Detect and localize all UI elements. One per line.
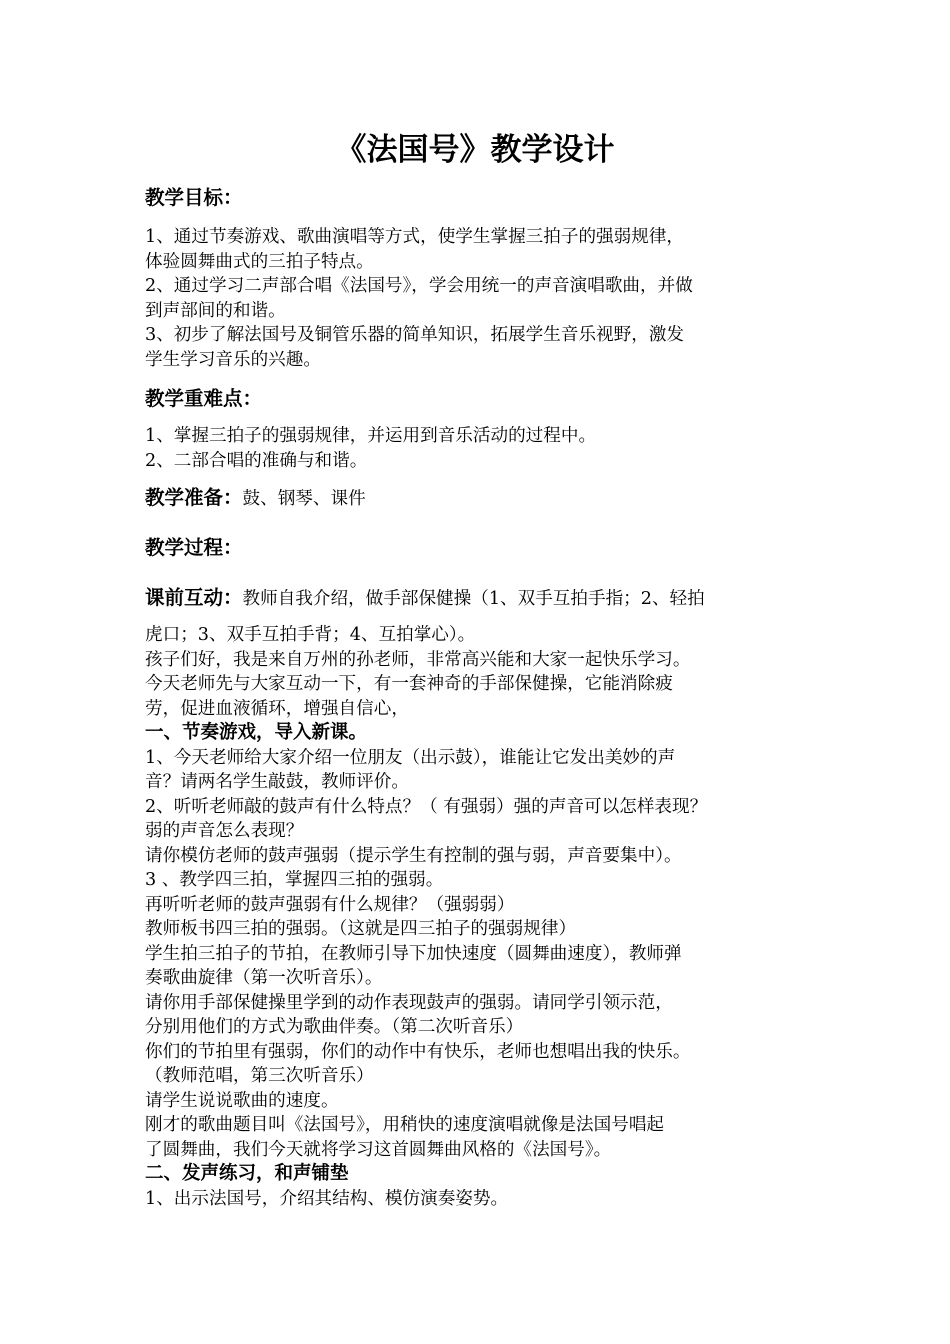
objectives-line: 到声部间的和谐。 bbox=[145, 300, 286, 321]
key-points-line: 2、二部合唱的准确与和谐。 bbox=[145, 450, 368, 471]
section-one-line: （教师范唱，第三次听音乐） bbox=[145, 1066, 374, 1086]
warmup-line: 今天老师先与大家互动一下，有一套神奇的手部保健操，它能消除疲 bbox=[145, 674, 673, 694]
section-one-line: 刚才的歌曲题目叫《法国号》，用稍快的速度演唱就像是法国号唱起 bbox=[145, 1115, 665, 1135]
section-one-line: 你们的节拍里有强弱，你们的动作中有快乐，老师也想唱出我的快乐。 bbox=[145, 1041, 691, 1062]
section-one-line: 了圆舞曲，我们今天就将学习这首圆舞曲风格的《法国号》。 bbox=[145, 1139, 612, 1160]
section-two-heading: 二、发声练习，和声铺垫 bbox=[145, 1163, 349, 1184]
objectives-line: 1、通过节奏游戏、歌曲演唱等方式，使学生掌握三拍子的强弱规律， bbox=[145, 227, 685, 247]
key-points-section bbox=[145, 385, 825, 413]
objectives-heading: 教学目标： bbox=[145, 186, 243, 209]
section-one-line: 音？请两名学生敲鼓，教师评价。 bbox=[145, 772, 409, 792]
section-one-line: 弱的声音怎么表现？ bbox=[145, 821, 304, 841]
warmup-text: 教师自我介绍，做手部保健操（1、双手互拍手指；2、轻拍 bbox=[242, 589, 705, 609]
section-one-line: 请学生说说歌曲的速度。 bbox=[145, 1090, 339, 1111]
section-one-line: 学生拍三拍子的节拍，在教师引导下加快速度（圆舞曲速度），教师弹 bbox=[145, 943, 682, 964]
preparation-text: 鼓、钢琴、课件 bbox=[242, 489, 366, 509]
objectives-section bbox=[145, 184, 825, 212]
process-section bbox=[145, 534, 825, 562]
objectives-list bbox=[145, 225, 825, 372]
warmup-line: 孩子们好，我是来自万州的孙老师，非常高兴能和大家一起快乐学习。 bbox=[145, 649, 691, 670]
section-one-line: 请你用手部保健操里学到的动作表现鼓声的强弱。请同学引领示范， bbox=[145, 992, 673, 1013]
process-heading: 教学过程： bbox=[145, 536, 243, 559]
section-one-heading: 一、节奏游戏，导入新课。 bbox=[145, 722, 368, 743]
key-points-heading: 教学重难点： bbox=[145, 387, 263, 410]
section-one-line: 2、听听老师敲的鼓声有什么特点？（ 有强弱）强的声音可以怎样表现？ bbox=[145, 796, 708, 817]
warmup-heading: 课前互动： bbox=[145, 586, 243, 609]
preparation-heading: 教学准备： bbox=[145, 486, 243, 509]
section-one-line: 教师板书四三拍的强弱。（这就是四三拍子的强弱规律） bbox=[145, 919, 577, 939]
objectives-line: 学生学习音乐的兴趣。 bbox=[145, 349, 321, 370]
warmup-line: 虎口；3、双手互拍手背；4、互拍掌心）。 bbox=[145, 625, 476, 645]
preparation-row bbox=[145, 484, 825, 513]
preparation-section bbox=[145, 484, 825, 513]
warmup-section bbox=[145, 584, 825, 613]
key-points-line: 1、掌握三拍子的强弱规律，并运用到音乐活动的过程中。 bbox=[145, 426, 597, 446]
section-one bbox=[145, 721, 825, 1211]
objectives-line: 3、初步了解法国号及铜管乐器的简单知识，拓展学生音乐视野，激发 bbox=[145, 325, 685, 345]
section-one-line: 分别用他们的方式为歌曲伴奏。（第二次听音乐） bbox=[145, 1017, 524, 1037]
key-points-list bbox=[145, 424, 825, 473]
warmup-line: 劳，促进血液循环，增强自信心， bbox=[145, 698, 409, 719]
section-two-line: 1、出示法国号，介绍其结构、模仿演奏姿势。 bbox=[145, 1188, 509, 1209]
section-one-line: 3 、教学四三拍，掌握四三拍的强弱。 bbox=[145, 870, 444, 890]
document-title: 《法国号》教学设计 bbox=[335, 132, 615, 168]
objectives-line: 体验圆舞曲式的三拍子特点。 bbox=[145, 251, 374, 272]
section-one-line: 奏歌曲旋律（第一次听音乐）。 bbox=[145, 968, 383, 988]
warmup-body bbox=[145, 623, 825, 721]
warmup-row bbox=[145, 584, 825, 613]
section-one-line: 1、今天老师给大家介绍一位朋友（出示鼓），谁能让它发出美妙的声 bbox=[145, 747, 676, 768]
section-one-line: 请你模仿老师的鼓声强弱（提示学生有控制的强与弱，声音要集中）。 bbox=[145, 845, 682, 866]
objectives-line: 2、通过学习二声部合唱《法国号》，学会用统一的声音演唱歌曲，并做 bbox=[145, 276, 693, 296]
section-one-line: 再听听老师的鼓声强弱有什么规律？（强弱弱） bbox=[145, 894, 515, 915]
